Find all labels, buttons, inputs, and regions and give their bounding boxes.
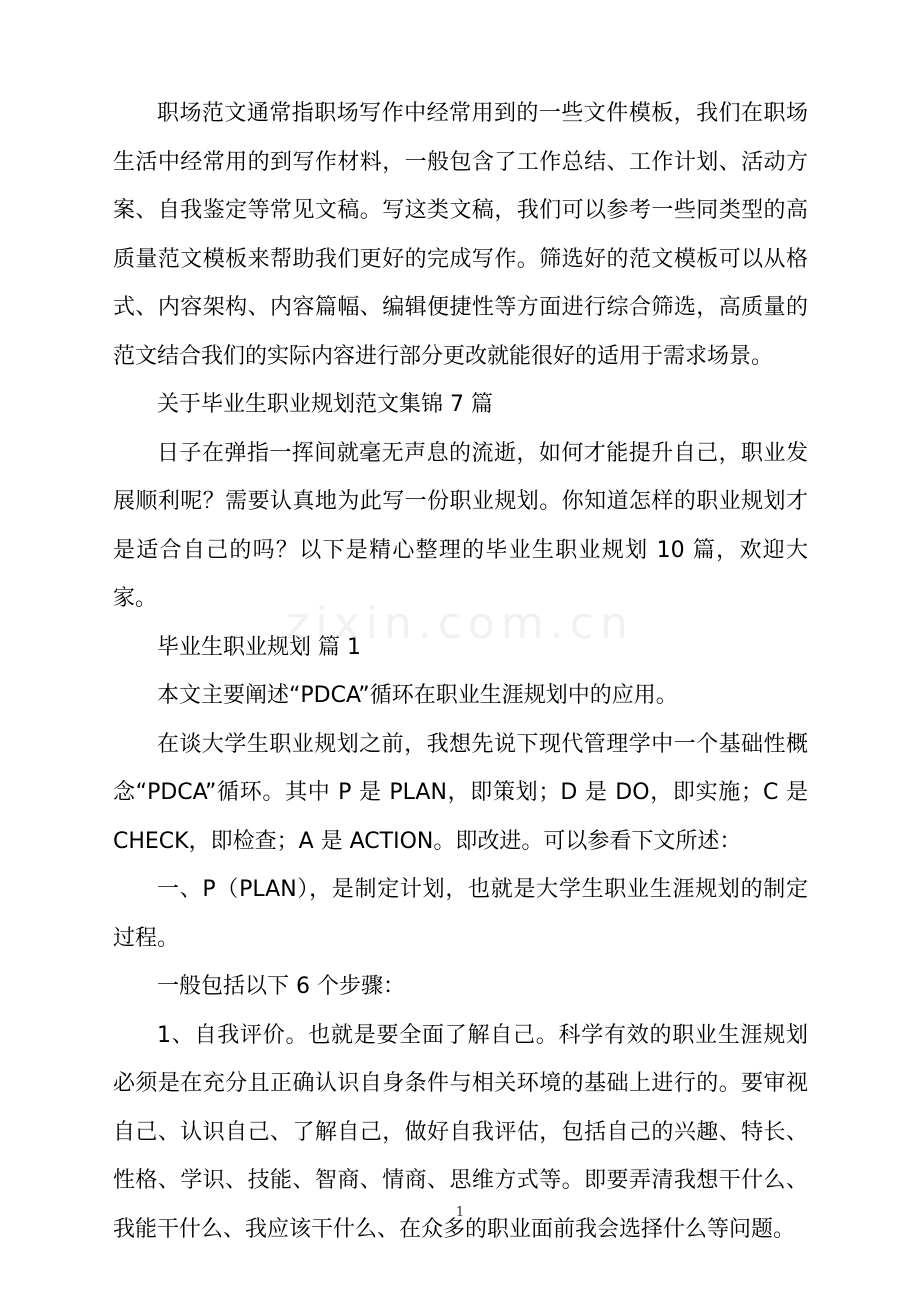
- preface-paragraph: 日子在弹指一挥间就毫无声息的流逝，如何才能提升自己，职业发展顺利呢？需要认真地为此写一份职业规划。你知道怎样的职业规划才是适合自己的吗？以下是精心整理的毕业生职业规划 10 篇，欢迎大家。: [113, 440, 808, 611]
- document-body: [113, 90, 808, 1254]
- page-number: 1: [455, 1205, 465, 1220]
- self-evaluation-paragraph: 1、自我评价。也就是要全面了解自己。科学有效的职业生涯规划必须是在充分且正确认识自身条件与相关环境的基础上进行的。要审视自己、认识自己、了解自己，做好自我评估，包括自己的兴趣、特长、性格、学识、技能、智商、情商、思维方式等。即要弄清我想干什么、我能干什么、我应该干什么、在众多的职业面前我会选择什么等问题。: [113, 1022, 808, 1242]
- summary-paragraph: 本文主要阐述“PDCA”循环在职业生涯规划中的应用。: [157, 683, 678, 708]
- article-title: 关于毕业生职业规划范文集锦 7 篇: [157, 392, 493, 417]
- intro-paragraph: 职场范文通常指职场写作中经常用到的一些文件模板，我们在职场生活中经常用的到写作材料，一般包含了工作总结、工作计划、活动方案、自我鉴定等常见文稿。写这类文稿，我们可以参考一些同类型的高质量范文模板来帮助我们更好的完成写作。筛选好的范文模板可以从格式、内容架构、内容篇幅、编辑便捷性等方面进行综合筛选，高质量的范文结合我们的实际内容进行部分更改就能很好的适用于需求场景。: [113, 101, 808, 369]
- pdca-intro-paragraph: 在谈大学生职业规划之前，我想先说下现代管理学中一个基础性概念“PDCA”循环。其中 P 是 PLAN，即策划；D 是 DO，即实施；C 是 CHECK，即检查；A 是 ACTION。即改进。可以参看下文所述：: [113, 731, 808, 854]
- watermark: zixin.com.cn: [286, 598, 634, 649]
- plan-heading-paragraph: 一、P（PLAN），是制定计划，也就是大学生职业生涯规划的制定过程。: [113, 877, 808, 951]
- steps-intro-paragraph: 一般包括以下 6 个步骤：: [157, 974, 405, 999]
- section-heading: 毕业生职业规划 篇 1: [157, 634, 361, 660]
